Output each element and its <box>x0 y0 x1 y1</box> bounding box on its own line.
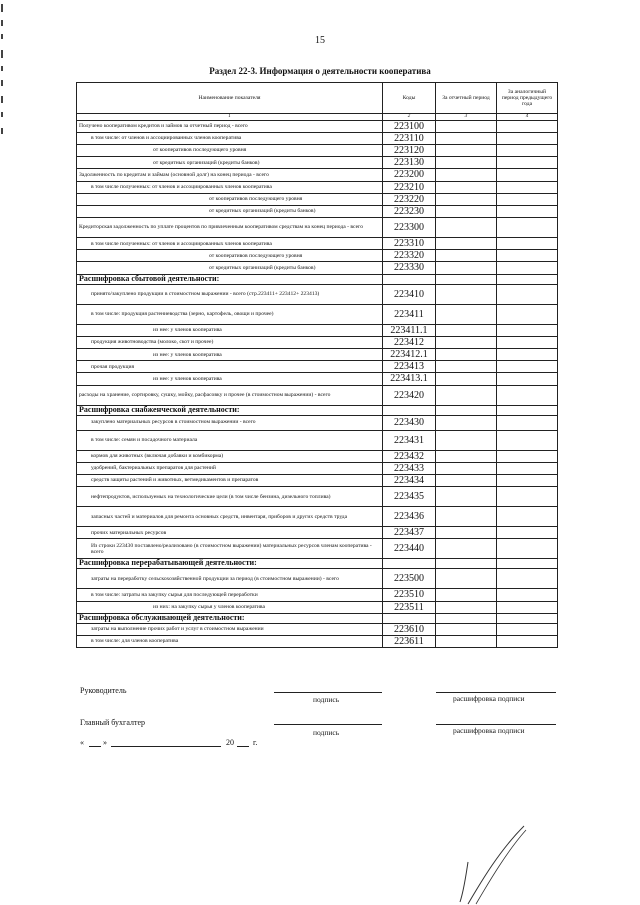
accountant-decode-line[interactable] <box>436 724 556 725</box>
indicator-code: 223100 <box>383 120 436 132</box>
current-period-cell[interactable] <box>436 430 497 450</box>
indicator-code: 223430 <box>383 415 436 430</box>
previous-period-cell[interactable] <box>497 450 558 462</box>
table-row <box>77 349 558 361</box>
previous-period-cell[interactable] <box>497 527 558 539</box>
current-period-cell[interactable] <box>436 474 497 486</box>
previous-period-cell[interactable] <box>497 539 558 559</box>
current-period-cell[interactable] <box>436 193 497 205</box>
head-decode-line[interactable] <box>436 692 556 693</box>
indicator-code: 223611 <box>383 635 436 647</box>
current-period-cell[interactable] <box>436 144 497 156</box>
section-header-row <box>77 559 558 569</box>
table-row <box>77 250 558 262</box>
table-row <box>77 193 558 205</box>
indicator-code: 223434 <box>383 474 436 486</box>
indicator-code: 223210 <box>383 181 436 193</box>
head-decode-caption: расшифровка подписи <box>453 694 525 703</box>
table-row <box>77 450 558 462</box>
table-row <box>77 507 558 527</box>
indicator-name: из нее: у членов кооператива <box>77 349 383 361</box>
indicator-name: затраты на переработку сельскохозяйственной продукции за период (в стоимостном выражении) - всего <box>77 569 383 589</box>
previous-period-cell[interactable] <box>497 415 558 430</box>
table-row <box>77 144 558 156</box>
indicator-name: от кредитных организаций (кредиты банков) <box>77 157 383 169</box>
header-previous: За аналогичный период предыдущего года <box>497 83 558 114</box>
indicator-code: 223511 <box>383 601 436 613</box>
table-row <box>77 487 558 507</box>
current-period-cell[interactable] <box>436 205 497 217</box>
previous-period-cell[interactable] <box>497 324 558 336</box>
section-header-row <box>77 613 558 623</box>
indicator-name: от кооперативов последующего уровня <box>77 193 383 205</box>
previous-period-cell[interactable] <box>497 601 558 613</box>
col-number: 3 <box>436 114 497 121</box>
section-header-row <box>77 274 558 284</box>
blank-cell <box>383 274 436 284</box>
indicator-name: в том числе: продукция растениеводства (зерно, картофель, овощи и прочее) <box>77 304 383 324</box>
current-period-cell[interactable] <box>436 527 497 539</box>
indicator-name: в том числе полученных: от членов и ассоциированных членов кооператива <box>77 238 383 250</box>
previous-period-cell[interactable] <box>497 373 558 385</box>
indicator-code: 223432 <box>383 450 436 462</box>
indicator-name: закуплено материальных ресурсов в стоимостном выражении - всего <box>77 415 383 430</box>
date-open-quote: « <box>80 738 84 747</box>
indicator-code: 223230 <box>383 205 436 217</box>
table-row <box>77 635 558 647</box>
previous-period-cell[interactable] <box>497 569 558 589</box>
previous-period-cell[interactable] <box>497 144 558 156</box>
indicator-code: 223110 <box>383 132 436 144</box>
indicator-name: от кооперативов последующего уровня <box>77 250 383 262</box>
table-row <box>77 569 558 589</box>
table-row <box>77 623 558 635</box>
accountant-decode-caption: расшифровка подписи <box>453 726 525 735</box>
current-period-cell[interactable] <box>436 250 497 262</box>
previous-period-cell[interactable] <box>497 623 558 635</box>
page-number: 15 <box>315 35 325 46</box>
current-period-cell[interactable] <box>436 385 497 405</box>
current-period-cell[interactable] <box>436 450 497 462</box>
indicator-name: от кооперативов последующего уровня <box>77 144 383 156</box>
indicator-code: 223120 <box>383 144 436 156</box>
indicator-name: затраты на выполнение прочих работ и услуг в стоимостном выражении <box>77 623 383 635</box>
indicator-code: 223220 <box>383 193 436 205</box>
table-row <box>77 284 558 304</box>
indicator-code: 223440 <box>383 539 436 559</box>
indicator-code: 223437 <box>383 527 436 539</box>
indicator-name: прочая продукция <box>77 361 383 373</box>
current-period-cell[interactable] <box>436 336 497 348</box>
indicator-name: Задолженность по кредитам и займам (основной долг) на конец периода - всего <box>77 169 383 181</box>
previous-period-cell[interactable] <box>497 385 558 405</box>
indicator-name: от кредитных организаций (кредиты банков) <box>77 205 383 217</box>
table-row <box>77 462 558 474</box>
blank-cell <box>497 274 558 284</box>
table-row <box>77 238 558 250</box>
date-day-line[interactable] <box>89 746 101 747</box>
previous-period-cell[interactable] <box>497 238 558 250</box>
table-body <box>77 120 558 648</box>
indicator-name: из нее: у членов кооператива <box>77 324 383 336</box>
indicator-name: прочих материальных ресурсов <box>77 527 383 539</box>
indicator-name: запасных частей и материалов для ремонта основных средств, инвентаря, приборов и других средств труда <box>77 507 383 527</box>
table-row <box>77 181 558 193</box>
blank-cell <box>497 613 558 623</box>
indicator-code: 223310 <box>383 238 436 250</box>
table-row <box>77 262 558 274</box>
current-period-cell[interactable] <box>436 589 497 601</box>
previous-period-cell[interactable] <box>497 349 558 361</box>
previous-period-cell[interactable] <box>497 474 558 486</box>
date-close-quote: » <box>103 738 107 747</box>
previous-period-cell[interactable] <box>497 181 558 193</box>
section-header: Расшифровка обслуживающей деятельности: <box>77 613 383 623</box>
previous-period-cell[interactable] <box>497 169 558 181</box>
indicator-code: 223320 <box>383 250 436 262</box>
previous-period-cell[interactable] <box>497 157 558 169</box>
indicator-code: 223413 <box>383 361 436 373</box>
head-label: Руководитель <box>80 686 127 695</box>
table-row <box>77 539 558 559</box>
table-row <box>77 169 558 181</box>
previous-period-cell[interactable] <box>497 262 558 274</box>
indicator-name: в том числе: затраты на закупку сырья для последующей переработки <box>77 589 383 601</box>
table-row <box>77 527 558 539</box>
indicator-name: в том числе: для членов кооператива <box>77 635 383 647</box>
section-header: Расшифровка перерабатывающей деятельности: <box>77 559 383 569</box>
current-period-cell[interactable] <box>436 304 497 324</box>
previous-period-cell[interactable] <box>497 218 558 238</box>
indicator-code: 223330 <box>383 262 436 274</box>
indicator-name: из нее: у членов кооператива <box>77 373 383 385</box>
current-period-cell[interactable] <box>436 415 497 430</box>
table-row <box>77 157 558 169</box>
blank-cell <box>383 613 436 623</box>
table-row <box>77 385 558 405</box>
table-row <box>77 304 558 324</box>
current-period-cell[interactable] <box>436 635 497 647</box>
previous-period-cell[interactable] <box>497 193 558 205</box>
table-row <box>77 324 558 336</box>
blank-cell <box>383 559 436 569</box>
accountant-sign-line[interactable] <box>274 724 382 725</box>
header-code: Коды <box>383 83 436 114</box>
blank-cell <box>497 559 558 569</box>
blank-cell <box>383 405 436 415</box>
previous-period-cell[interactable] <box>497 462 558 474</box>
date-year-prefix: 20 <box>226 738 234 747</box>
current-period-cell[interactable] <box>436 120 497 132</box>
indicator-code: 223510 <box>383 589 436 601</box>
blank-cell <box>497 405 558 415</box>
section-header-row <box>77 405 558 415</box>
previous-period-cell[interactable] <box>497 205 558 217</box>
indicator-code: 223130 <box>383 157 436 169</box>
current-period-cell[interactable] <box>436 349 497 361</box>
indicator-code: 223412.1 <box>383 349 436 361</box>
table-row <box>77 415 558 430</box>
current-period-cell[interactable] <box>436 262 497 274</box>
section-header: Расшифровка снабженческой деятельности: <box>77 405 383 415</box>
cooperative-activity-table <box>76 82 558 648</box>
indicator-code: 223411.1 <box>383 324 436 336</box>
previous-period-cell[interactable] <box>497 132 558 144</box>
table-row <box>77 474 558 486</box>
current-period-cell[interactable] <box>436 361 497 373</box>
accountant-sign-caption: подпись <box>313 728 340 737</box>
indicator-name: кормов для животных (включая добавки и комбикорма) <box>77 450 383 462</box>
previous-period-cell[interactable] <box>497 487 558 507</box>
current-period-cell[interactable] <box>436 623 497 635</box>
current-period-cell[interactable] <box>436 507 497 527</box>
current-period-cell[interactable] <box>436 462 497 474</box>
head-sign-line[interactable] <box>274 692 382 693</box>
table-row <box>77 601 558 613</box>
previous-period-cell[interactable] <box>497 304 558 324</box>
indicator-code: 223500 <box>383 569 436 589</box>
table-row <box>77 361 558 373</box>
indicator-code: 223433 <box>383 462 436 474</box>
previous-period-cell[interactable] <box>497 635 558 647</box>
indicator-name: средств защиты растений и животных, ветмедикаментов и препаратов <box>77 474 383 486</box>
indicator-code: 223420 <box>383 385 436 405</box>
indicator-code: 223412 <box>383 336 436 348</box>
current-period-cell[interactable] <box>436 169 497 181</box>
table-row <box>77 430 558 450</box>
indicator-name: продукция животноводства (молоко, скот и прочее) <box>77 336 383 348</box>
header-name: Наименование показателя <box>77 83 383 114</box>
indicator-code: 223411 <box>383 304 436 324</box>
table-row <box>77 205 558 217</box>
current-period-cell[interactable] <box>436 181 497 193</box>
indicator-name: от кредитных организаций (кредиты банков) <box>77 262 383 274</box>
col-number: 4 <box>497 114 558 121</box>
col-number: 1 <box>77 114 383 121</box>
indicator-code: 223410 <box>383 284 436 304</box>
indicator-name: Кредиторская задолженность по уплате процентов по привлеченным кооперативом средствам на конец периода - всего <box>77 218 383 238</box>
indicator-name: в том числе: семян и посадочного материала <box>77 430 383 450</box>
current-period-cell[interactable] <box>436 238 497 250</box>
col-number: 2 <box>383 114 436 121</box>
current-period-cell[interactable] <box>436 157 497 169</box>
previous-period-cell[interactable] <box>497 361 558 373</box>
table-row <box>77 120 558 132</box>
previous-period-cell[interactable] <box>497 284 558 304</box>
previous-period-cell[interactable] <box>497 507 558 527</box>
indicator-name: Получено кооперативом кредитов и займов за отчетный период - всего <box>77 120 383 132</box>
indicator-code: 223431 <box>383 430 436 450</box>
indicator-name: Из строки 223430 поставлено/реализовано (в стоимостном выражении) материальных ресурсов членам кооператива - всего <box>77 539 383 559</box>
current-period-cell[interactable] <box>436 487 497 507</box>
date-month-line[interactable] <box>111 746 221 747</box>
section-header: Расшифровка сбытовой деятельности: <box>77 274 383 284</box>
current-period-cell[interactable] <box>436 601 497 613</box>
table-row <box>77 132 558 144</box>
indicator-name: в том числе полученных: от членов и ассоциированных членов кооператива <box>77 181 383 193</box>
table-row <box>77 373 558 385</box>
indicator-name: расходы на хранение, сортировку, сушку, мойку, расфасовку и прочее (в стоимостном выражении) - всего <box>77 385 383 405</box>
date-year-suffix: г. <box>253 738 258 747</box>
accountant-label: Главный бухгалтер <box>80 718 145 727</box>
current-period-cell[interactable] <box>436 218 497 238</box>
blank-cell <box>436 274 497 284</box>
indicator-code: 223413.1 <box>383 373 436 385</box>
indicator-code: 223436 <box>383 507 436 527</box>
blank-cell <box>436 405 497 415</box>
previous-period-cell[interactable] <box>497 336 558 348</box>
head-sign-caption: подпись <box>313 695 340 704</box>
indicator-name: в том числе: от членов и ассоциированных членов кооператива <box>77 132 383 144</box>
current-period-cell[interactable] <box>436 373 497 385</box>
current-period-cell[interactable] <box>436 324 497 336</box>
previous-period-cell[interactable] <box>497 589 558 601</box>
current-period-cell[interactable] <box>436 284 497 304</box>
date-year-line[interactable] <box>237 746 249 747</box>
handwritten-signature <box>452 820 532 905</box>
table-row <box>77 336 558 348</box>
table-row <box>77 218 558 238</box>
previous-period-cell[interactable] <box>497 250 558 262</box>
indicator-name: из них: на закупку сырья у членов кооператива <box>77 601 383 613</box>
indicator-code: 223300 <box>383 218 436 238</box>
previous-period-cell[interactable] <box>497 430 558 450</box>
header-current: За отчетный период <box>436 83 497 114</box>
indicator-code: 223435 <box>383 487 436 507</box>
section-title: Раздел 22-3. Информация о деятельности кооператива <box>209 66 431 76</box>
blank-cell <box>436 613 497 623</box>
current-period-cell[interactable] <box>436 539 497 559</box>
indicator-code: 223200 <box>383 169 436 181</box>
current-period-cell[interactable] <box>436 569 497 589</box>
indicator-name: удобрений, бактериальных препаратов для растений <box>77 462 383 474</box>
current-period-cell[interactable] <box>436 132 497 144</box>
indicator-name: принято/закуплено продукции в стоимостном выражении - всего (стр.223411+ 223412+ 223413) <box>77 284 383 304</box>
indicator-code: 223610 <box>383 623 436 635</box>
previous-period-cell[interactable] <box>497 120 558 132</box>
indicator-name: нефтепродуктов, используемых на технологические цели (в том числе бензина, дизельного топлива) <box>77 487 383 507</box>
blank-cell <box>436 559 497 569</box>
table-row <box>77 589 558 601</box>
